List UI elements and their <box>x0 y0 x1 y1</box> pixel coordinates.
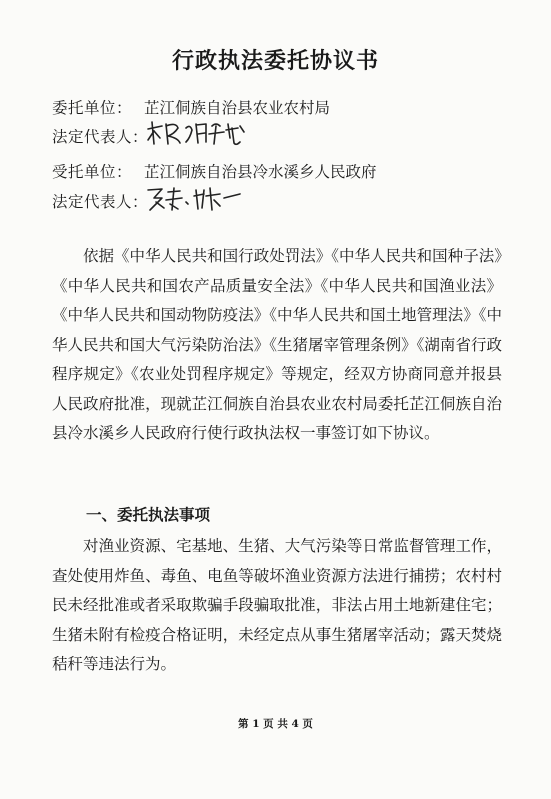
entrusted-legal-rep-label: 法定代表人： <box>52 193 149 211</box>
entrusted-rep-signature <box>144 182 254 216</box>
entrusting-party-label: 委托单位： <box>52 99 133 117</box>
entrusted-party-row <box>52 160 377 182</box>
entrusted-party-value: 芷江侗族自治县冷水溪乡人民政府 <box>144 163 377 181</box>
intro-paragraph: 依据《中华人民共和国行政处罚法》《中华人民共和国种子法》《中华人民共和国农产品质量安全法》《中华人民共和国渔业法》《中华人民共和国动物防疫法》《中华人民共和国土地管理法》《中华人民共和国大气污染防治法》《生猪屠宰管理条例》《湖南省行政程序规定》《农业处罚程序规定》等规定，经双方协商同意并报县人民政府批准，现就芷江侗族自治县农业农村局委托芷江侗族自治县冷水溪乡人民政府行使行政执法权一事签订如下协议。 <box>52 247 502 442</box>
entrusting-legal-rep-row <box>52 125 149 147</box>
entrusted-party-label: 受托单位： <box>52 163 133 181</box>
section-1-heading: 一、委托执法事项 <box>86 505 211 524</box>
entrusting-party-row <box>52 96 330 118</box>
entrusting-rep-signature <box>146 116 256 150</box>
entrusting-legal-rep-label: 法定代表人： <box>52 128 149 146</box>
entrusting-party-value: 芷江侗族自治县农业农村局 <box>144 99 331 117</box>
document-title: 行政执法委托协议书 <box>171 48 379 74</box>
page-indicator: 第 1 页 共 4 页 <box>238 718 313 730</box>
entrusted-legal-rep-row <box>52 190 149 212</box>
section-1-body: 对渔业资源、宅基地、生猪、大气污染等日常监督管理工作，查处使用炸鱼、毒鱼、电鱼等破坏渔业资源方法进行捕捞；农村村民未经批准或者采取欺骗手段骗取批准，非法占用土地新建住宅；生猪未附有检疫合格证明，未经定点从事生猪屠宰活动；露天焚烧秸秆等违法行为。 <box>52 537 502 673</box>
